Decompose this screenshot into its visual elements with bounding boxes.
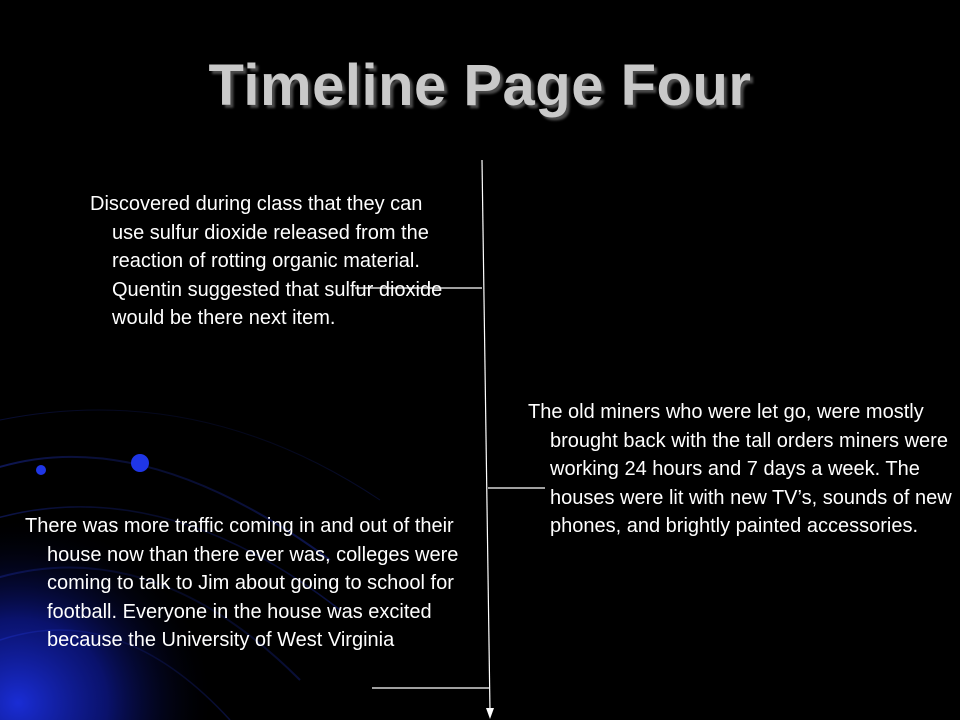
timeline-entry-1-text: Discovered during class that they can use sulfur dioxide released from the reaction of rotting organic material. Quentin suggested that sulfur dioxide would be there next item. (90, 193, 443, 329)
timeline-entry-1 (84, 190, 452, 333)
decorative-dot-large (131, 454, 149, 472)
timeline-entry-3-text: There was more traffic coming in and out of their house now than there ever was, colleges were coming to talk to Jim about going to school for football. Everyone in the house was excited because the University of West Virginia (25, 515, 459, 651)
slide-title: Timeline Page Four (208, 53, 752, 118)
timeline-entry-2-text: The old miners who were let go, were mostly brought back with the tall orders miners were working 24 hours and 7 days a week. The houses were lit with new TV’s, sounds of new phones, and brightly painted accessories. (528, 401, 952, 537)
timeline-entry-2 (522, 398, 960, 541)
timeline-entry-3 (19, 512, 483, 655)
decorative-dot-small (36, 465, 46, 475)
